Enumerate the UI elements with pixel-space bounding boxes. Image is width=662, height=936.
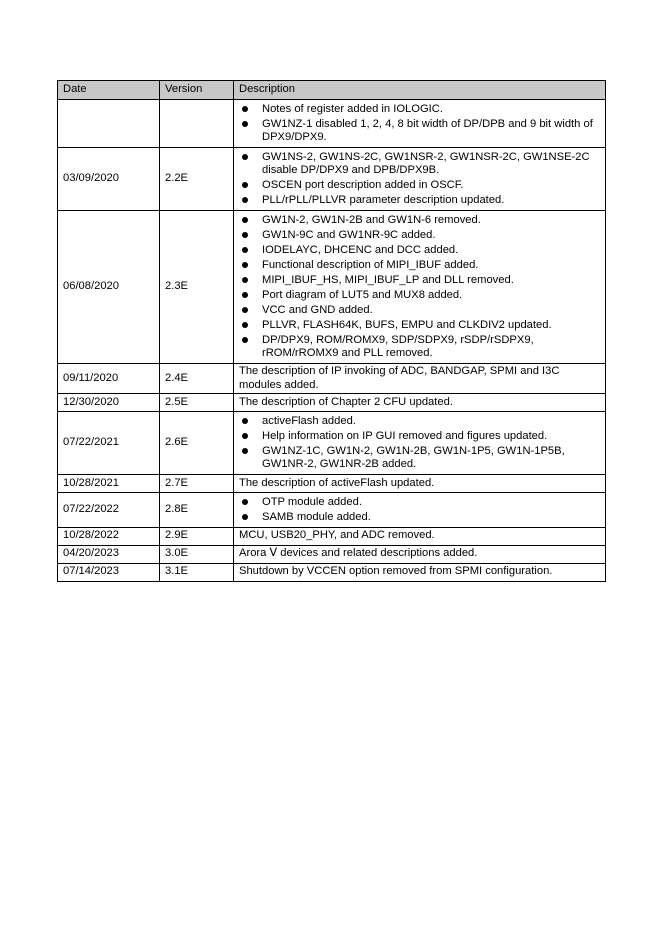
- list-item: [239, 151, 601, 178]
- description-text: MCU, USB20_PHY, and ADC removed.: [239, 529, 435, 542]
- table-row: [58, 394, 606, 412]
- bullet-icon: [242, 247, 248, 253]
- bullet-icon: [242, 106, 248, 112]
- cell-description: [234, 545, 606, 563]
- bullet-text: OTP module added.: [262, 495, 362, 508]
- header-description: Description: [234, 81, 606, 100]
- bullet-icon: [242, 433, 248, 439]
- cell-version: 2.9E: [160, 527, 234, 545]
- list-item: [239, 229, 601, 243]
- description-text: Shutdown by VCCEN option removed from SPMI configuration.: [239, 565, 553, 578]
- cell-description: [234, 394, 606, 412]
- bullet-text: Notes of register added in IOLOGIC.: [262, 102, 443, 115]
- description-bullet-list: [239, 496, 601, 525]
- list-item: [239, 274, 601, 288]
- bullet-text: GW1NZ-1C, GW1N-2, GW1N-2B, GW1N-1P5, GW1N-1P5B, GW1NR-2, GW1NR-2B added.: [262, 444, 565, 470]
- cell-version: 3.1E: [160, 563, 234, 581]
- table-row: [58, 493, 606, 528]
- cell-version: 3.0E: [160, 545, 234, 563]
- list-item: [239, 194, 601, 208]
- list-item: [239, 179, 601, 193]
- cell-version: 2.3E: [160, 211, 234, 364]
- list-item: [239, 415, 601, 429]
- description-bullet-list: [239, 103, 601, 145]
- cell-date: 07/14/2023: [58, 563, 160, 581]
- bullet-icon: [242, 322, 248, 328]
- list-item: [239, 496, 601, 510]
- cell-description: [234, 364, 606, 394]
- bullet-icon: [242, 448, 248, 454]
- cell-version: 2.4E: [160, 364, 234, 394]
- table-row: [58, 475, 606, 493]
- bullet-icon: [242, 292, 248, 298]
- list-item: [239, 289, 601, 303]
- cell-date: 06/08/2020: [58, 211, 160, 364]
- bullet-icon: [242, 154, 248, 160]
- description-bullet-list: [239, 151, 601, 208]
- bullet-text: PLLVR, FLASH64K, BUFS, EMPU and CLKDIV2 updated.: [262, 318, 552, 331]
- table-row: [58, 148, 606, 211]
- table-row: [58, 545, 606, 563]
- list-item: [239, 319, 601, 333]
- list-item: [239, 334, 601, 361]
- header-date: Date: [58, 81, 160, 100]
- bullet-icon: [242, 277, 248, 283]
- bullet-icon: [242, 337, 248, 343]
- list-item: [239, 430, 601, 444]
- cell-description: [234, 148, 606, 211]
- table-row: [58, 412, 606, 475]
- header-version: Version: [160, 81, 234, 100]
- bullet-icon: [242, 514, 248, 520]
- bullet-text: GW1N-2, GW1N-2B and GW1N-6 removed.: [262, 213, 481, 226]
- cell-description: [234, 563, 606, 581]
- cell-date: 03/09/2020: [58, 148, 160, 211]
- description-bullet-list: [239, 214, 601, 361]
- cell-description: [234, 211, 606, 364]
- cell-date: 12/30/2020: [58, 394, 160, 412]
- bullet-text: OSCEN port description added in OSCF.: [262, 179, 464, 191]
- table-row: [58, 364, 606, 394]
- list-item: [239, 259, 601, 273]
- cell-description: [234, 412, 606, 475]
- cell-date: 09/11/2020: [58, 364, 160, 394]
- bullet-text: Functional description of MIPI_IBUF added.: [262, 258, 479, 271]
- bullet-icon: [242, 217, 248, 223]
- bullet-text: activeFlash added.: [262, 414, 356, 427]
- list-item: [239, 304, 601, 318]
- table-row: [58, 527, 606, 545]
- table-header-row: [58, 81, 606, 100]
- cell-date: 10/28/2021: [58, 475, 160, 493]
- cell-version: 2.6E: [160, 412, 234, 475]
- bullet-icon: [242, 232, 248, 238]
- bullet-text: GW1NS-2, GW1NS-2C, GW1NSR-2, GW1NSR-2C, GW1NSE-2C disable DP/DPX9 and DPB/DPX9B.: [262, 150, 590, 176]
- bullet-text: Help information on IP GUI removed and figures updated.: [262, 429, 548, 442]
- cell-description: [234, 493, 606, 528]
- cell-version: 2.5E: [160, 394, 234, 412]
- bullet-text: Port diagram of LUT5 and MUX8 added.: [262, 288, 463, 301]
- table-row: [58, 211, 606, 364]
- cell-date: [58, 100, 160, 148]
- list-item: [239, 445, 601, 472]
- bullet-text: PLL/rPLL/PLLVR parameter description updated.: [262, 194, 505, 206]
- cell-version: [160, 100, 234, 148]
- bullet-icon: [242, 197, 248, 203]
- bullet-text: MIPI_IBUF_HS, MIPI_IBUF_LP and DLL removed.: [262, 273, 514, 286]
- cell-description: [234, 475, 606, 493]
- cell-date: 07/22/2022: [58, 493, 160, 528]
- bullet-icon: [242, 121, 248, 127]
- list-item: [239, 103, 601, 117]
- description-text: Arora Ⅴ devices and related descriptions added.: [239, 547, 478, 560]
- cell-date: 10/28/2022: [58, 527, 160, 545]
- list-item: [239, 118, 601, 145]
- cell-version: 2.8E: [160, 493, 234, 528]
- description-bullet-list: [239, 415, 601, 472]
- list-item: [239, 214, 601, 228]
- cell-date: 07/22/2021: [58, 412, 160, 475]
- cell-description: [234, 100, 606, 148]
- list-item: [239, 244, 601, 258]
- description-text: The description of Chapter 2 CFU updated.: [239, 395, 453, 408]
- bullet-icon: [242, 499, 248, 505]
- cell-date: 04/20/2023: [58, 545, 160, 563]
- bullet-icon: [242, 418, 248, 424]
- table-body: [58, 100, 606, 582]
- bullet-icon: [242, 307, 248, 313]
- revision-history-table: [57, 80, 606, 582]
- list-item: [239, 511, 601, 525]
- cell-version: 2.7E: [160, 475, 234, 493]
- bullet-text: VCC and GND added.: [262, 303, 373, 316]
- bullet-icon: [242, 262, 248, 268]
- cell-version: 2.2E: [160, 148, 234, 211]
- description-text: The description of activeFlash updated.: [239, 476, 435, 489]
- table-row: [58, 563, 606, 581]
- table-row: [58, 100, 606, 148]
- bullet-text: GW1NZ-1 disabled 1, 2, 4, 8 bit width of DP/DPB and 9 bit width of DPX9/DPX9.: [262, 117, 593, 143]
- description-text: The description of IP invoking of ADC, BANDGAP, SPMI and I3C modules added.: [239, 365, 560, 391]
- bullet-text: GW1N-9C and GW1NR-9C added.: [262, 228, 436, 241]
- bullet-text: DP/DPX9, ROM/ROMX9, SDP/SDPX9, rSDP/rSDPX9, rROM/rROMX9 and PLL removed.: [262, 333, 534, 359]
- bullet-text: SAMB module added.: [262, 510, 371, 523]
- bullet-icon: [242, 182, 248, 188]
- bullet-text: IODELAYC, DHCENC and DCC added.: [262, 243, 459, 256]
- cell-description: [234, 527, 606, 545]
